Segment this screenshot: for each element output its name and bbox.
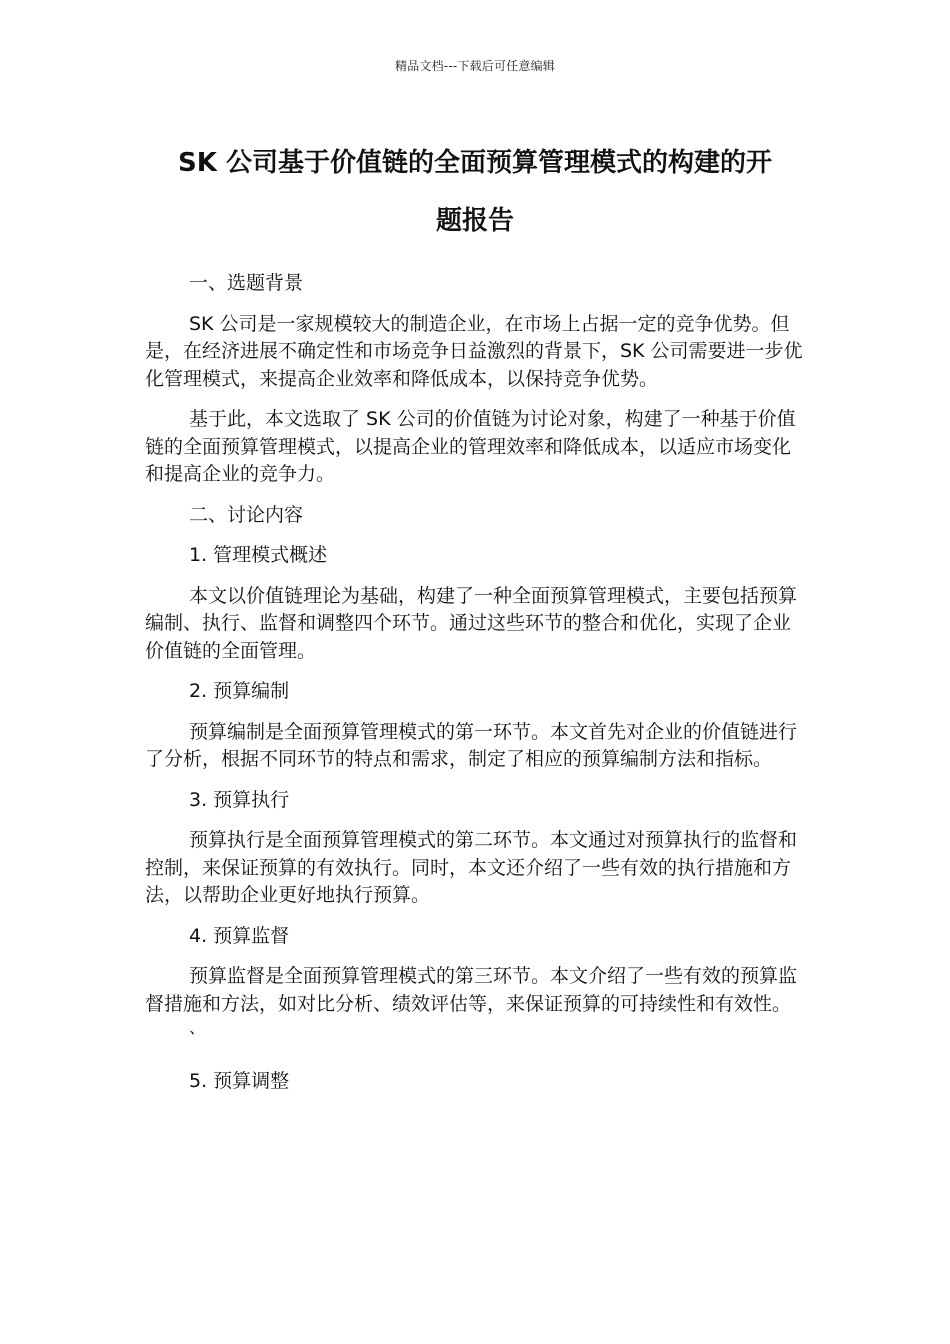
paragraph-background-2: 基于此，本文选取了 SK 公司的价值链为讨论对象，构建了一种基于价值链的全面预算管理模式，以提高企业的管理效率和降低成本，以适应市场变化和提高企业的竞争力。 xyxy=(145,408,796,485)
subheading-budget-supervision: 4. 预算监督 xyxy=(189,924,290,947)
paragraph-background-1: SK 公司是一家规模较大的制造企业，在市场上占据一定的竞争优势。但是，在经济进展不确定性和市场竞争日益激烈的背景下，SK 公司需要进一步优化管理模式，来提高企业效率和降低成本，以保持竞争优势。 xyxy=(145,312,803,390)
document-title xyxy=(130,134,820,250)
subheading-budget-execution: 3. 预算执行 xyxy=(189,788,290,811)
section-heading-background: 一、选题背景 xyxy=(189,272,304,294)
stray-mark: 、 xyxy=(189,1018,206,1037)
subheading-budget-preparation: 2. 预算编制 xyxy=(189,680,290,702)
document-body xyxy=(145,270,807,1109)
subheading-overview: 1. 管理模式概述 xyxy=(189,544,328,566)
section-heading-content: 二、讨论内容 xyxy=(189,503,304,526)
paragraph-overview: 本文以价值链理论为基础，构建了一种全面预算管理模式，主要包括预算编制、执行、监督和调整四个环节。通过这些环节的整合和优化，实现了企业价值链的全面管理。 xyxy=(145,584,798,662)
paragraph-budget-execution: 预算执行是全面预算管理模式的第二环节。本文通过对预算执行的监督和控制，来保证预算的有效执行。同时，本文还介绍了一些有效的执行措施和方法，以帮助企业更好地执行预算。 xyxy=(145,829,798,906)
paragraph-budget-preparation: 预算编制是全面预算管理模式的第一环节。本文首先对企业的价值链进行了分析，根据不同环节的特点和需求，制定了相应的预算编制方法和指标。 xyxy=(145,720,798,770)
paragraph-budget-supervision: 预算监督是全面预算管理模式的第三环节。本文介绍了一些有效的预算监督措施和方法，如对比分析、绩效评估等，来保证预算的可持续性和有效性。 xyxy=(145,965,798,1015)
header-note: 精品文档---下载后可任意编辑 xyxy=(395,59,555,73)
subheading-budget-adjustment: 5. 预算调整 xyxy=(189,1070,290,1092)
title-line-1: SK 公司基于价值链的全面预算管理模式的构建的开 xyxy=(178,148,772,178)
title-line-2: 题报告 xyxy=(435,206,514,236)
